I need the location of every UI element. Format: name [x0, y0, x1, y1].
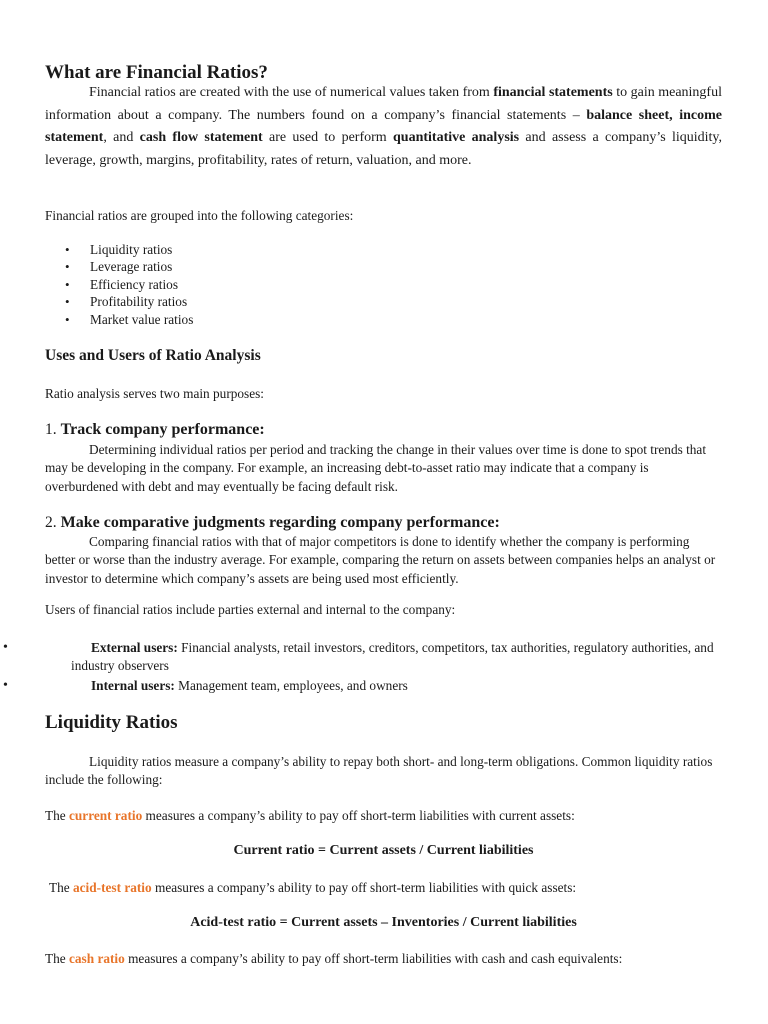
purpose2-text: Comparing financial ratios with that of major competitors is done to identify whether the company is performing better or worse than the industry average. For example, comparing the return on assets between companies helps an analyst or investor to determine which company’s assets are being used most efficiently. — [45, 534, 716, 586]
bullet-icon: • — [3, 640, 8, 655]
liquidity-heading: Liquidity Ratios — [45, 712, 178, 733]
cash-ratio-paragraph: The cash ratio measures a company’s ability to pay off short-term liabilities with cash and cash equivalents: — [45, 951, 623, 966]
link-cash-ratio: cash ratio — [69, 951, 125, 966]
liquidity-intro: Liquidity ratios measure a company’s ability to repay both short- and long-term obligations. Common liquidity ratios include the following: — [45, 754, 713, 788]
categories-list — [45, 241, 193, 328]
list-item: • External users: Financial analysts, retail investors, creditors, competitors, tax authorities, regulatory authorities, and industry observers — [3, 640, 714, 674]
current-ratio-formula: Current ratio = Current assets / Current liabilities — [233, 843, 534, 858]
list-item: • Profitability ratios — [45, 293, 193, 310]
list-item: • Market value ratios — [45, 311, 193, 328]
bullet-icon: • — [3, 678, 8, 694]
list-item: • Liquidity ratios — [45, 241, 193, 258]
list-item: • Efficiency ratios — [45, 276, 193, 293]
purpose1-text: Determining individual ratios per period and tracking the change in their values over time is done to spot trends that may be developing in the company. For example, an increasing debt-to-asset ratio may indicate that a company is overburdened with debt and may eventually be facing default risk. — [45, 442, 707, 494]
users-intro: Users of financial ratios include parties external and internal to the company: — [45, 602, 456, 617]
purposes-intro: Ratio analysis serves two main purposes: — [45, 386, 264, 401]
intro-paragraph: Financial ratios are created with the use of numerical values taken from financial statements to gain meaningful information about a company. The numbers found on a company’s financial statements – balance sheet, income statement, and cash flow statement are used to perform quantitative analysis and assess a company’s liquidity, leverage, growth, margins, profitability, rates of return, valuation, and more. — [45, 85, 723, 168]
list-item: • Internal users: Management team, employees, and owners — [45, 677, 722, 695]
purpose2-heading: 2. Make comparative judgments regarding company performance: — [45, 514, 500, 531]
link-current-ratio: current ratio — [69, 808, 143, 823]
categories-intro: Financial ratios are grouped into the following categories: — [45, 208, 354, 223]
current-ratio-paragraph: The current ratio measures a company’s ability to pay off short-term liabilities with current assets: — [45, 808, 575, 823]
uses-heading: Uses and Users of Ratio Analysis — [45, 347, 261, 364]
acid-test-paragraph: The acid-test ratio measures a company’s ability to pay off short-term liabilities with quick assets: — [49, 880, 577, 895]
acid-test-formula: Acid-test ratio = Current assets – Inventories / Current liabilities — [190, 915, 577, 930]
users-list — [3, 639, 722, 696]
link-acid-test-ratio: acid-test ratio — [73, 880, 152, 895]
purpose1-heading: 1. Track company performance: — [45, 421, 265, 438]
link-financial-statements: financial statements — [493, 85, 613, 100]
page-title: What are Financial Ratios? — [45, 62, 268, 83]
list-item: • Leverage ratios — [45, 258, 193, 275]
